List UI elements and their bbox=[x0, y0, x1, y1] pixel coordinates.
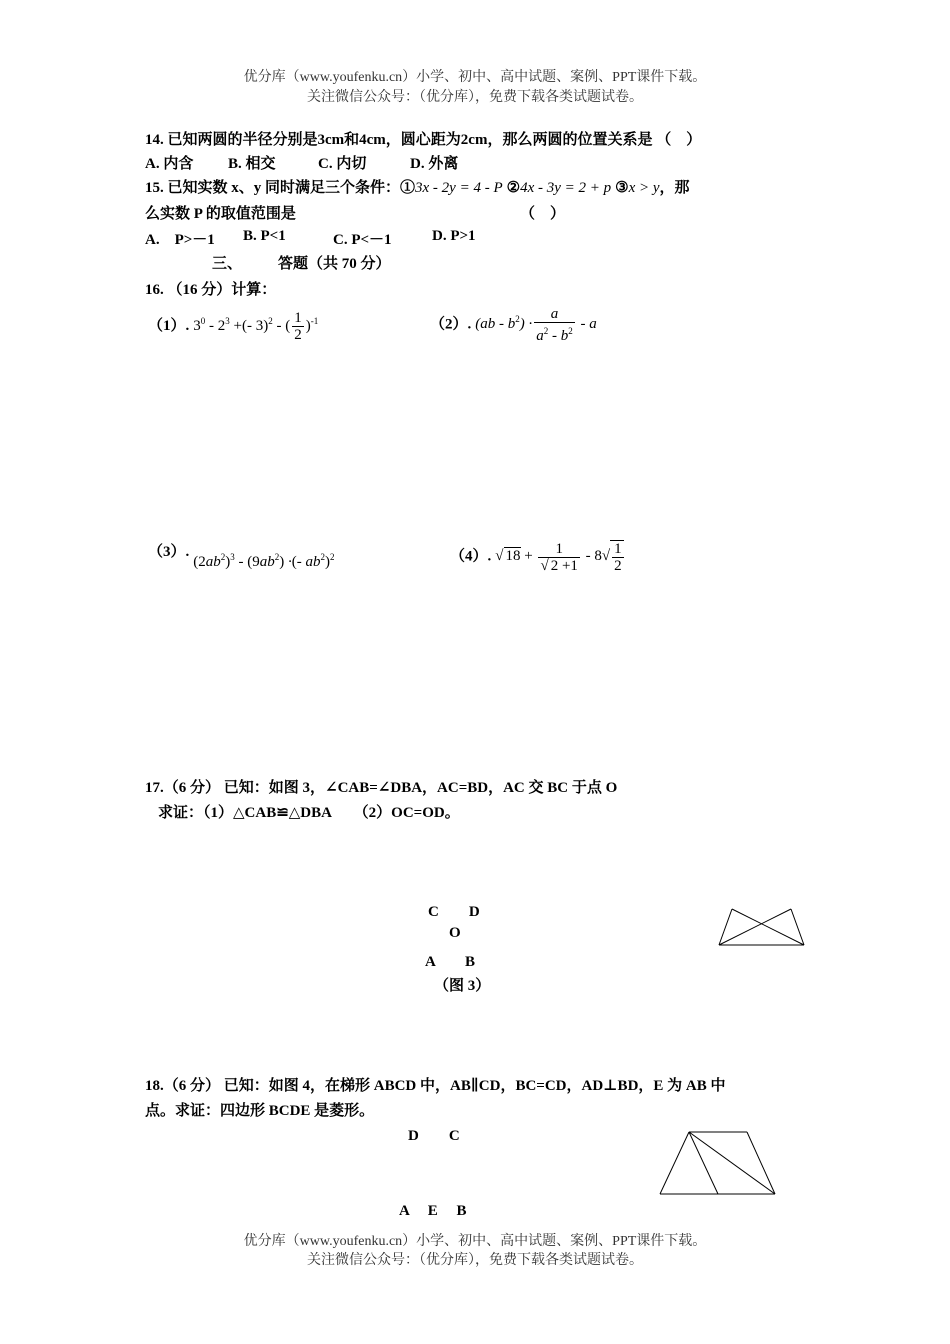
q15-stem-suffix: ，那 bbox=[659, 180, 690, 196]
section-3-title: 答题（共 70 分） bbox=[278, 256, 391, 272]
q15-stem-prefix: 15. 已知实数 x、y 同时满足三个条件：① bbox=[145, 180, 416, 196]
fig4-label-dc: D C bbox=[408, 1128, 460, 1144]
q16-part-4-expression: √ 18 + $\frac{1}{√ 2 +1}$ - 8√ $\frac{1}{2}$ bbox=[495, 540, 622, 574]
fig4-segment-db bbox=[689, 1132, 775, 1194]
q15-line-1 bbox=[145, 176, 690, 197]
q15-option-b: B. P<1 bbox=[243, 228, 286, 244]
q14-stem: 14. 已知两圆的半径分别是3cm和4cm，圆心距为2cm，那么两圆的位置关系是 （ ） bbox=[145, 132, 702, 148]
q16-part-4 bbox=[450, 540, 624, 574]
fig3-label-cd: C D bbox=[428, 904, 480, 920]
q18-line-2: 点。求证：四边形 BCDE 是菱形。 bbox=[145, 1103, 375, 1119]
q14-option-c: C. 内切 bbox=[318, 156, 367, 172]
fig4-label-aeb: A E B bbox=[399, 1203, 467, 1219]
footer-line-2: 关注微信公众号：（优分库），免费下载各类试题试卷。 bbox=[307, 1253, 643, 1268]
q16-part-2 bbox=[430, 306, 597, 344]
figure-3-diagram bbox=[712, 904, 812, 950]
section-3-number: 三、 bbox=[212, 256, 243, 272]
fig3-caption: （图 3） bbox=[434, 978, 491, 994]
q15-answer-bracket: （ ） bbox=[520, 206, 566, 222]
q17-line-1: 17.（6 分） 已知：如图 3，∠CAB=∠DBA，AC=BD，AC 交 BC 于点 O bbox=[145, 780, 618, 796]
fig3-label-ab: A B bbox=[425, 954, 476, 970]
footer-line-1: 优分库（www.youfenku.cn）小学、初中、高中试题、案例、PPT课件下载。 bbox=[243, 1234, 707, 1249]
q18-line-1: 18.（6 分） 已知：如图 4，在梯形 ABCD 中，AB∥CD，BC=CD，AD⊥BD，E 为 AB 中 bbox=[145, 1078, 726, 1094]
q15-condition-2: 4x - 3y = 2 + p bbox=[520, 180, 612, 196]
q16-title: 16. （16 分）计算： bbox=[145, 282, 277, 298]
fig4-segment-ad bbox=[660, 1132, 689, 1194]
fig4-segment-de bbox=[689, 1132, 718, 1194]
q15-condition-1: 3x - 2y = 4 - P bbox=[415, 180, 503, 196]
q15-line-2: 么实数 P 的取值范围是 bbox=[145, 206, 296, 222]
fig4-segment-bc bbox=[747, 1132, 775, 1194]
q15-condition-3-mark: ③ bbox=[615, 180, 629, 196]
q16-part-1-label: （1）. bbox=[148, 317, 190, 334]
q16-part-2-label: （2）. bbox=[430, 316, 472, 333]
q16-part-3-expression: $(2ab^2)^3 - (9ab^2)$ ·(- $ab^2)^2$ bbox=[193, 552, 335, 570]
header-line-1: 优分库（www.youfenku.cn）小学、初中、高中试题、案例、PPT课件下载。 bbox=[243, 70, 707, 85]
header-line-2: 关注微信公众号：（优分库），免费下载各类试题试卷。 bbox=[307, 90, 643, 105]
fig3-label-o: O bbox=[449, 925, 461, 941]
q15-option-d: D. P>1 bbox=[432, 228, 476, 244]
q15-option-c: C. P<－1 bbox=[333, 232, 392, 248]
q17-line-2: 求证：（1）△CAB≌△DBA （2）OC=OD。 bbox=[158, 805, 460, 821]
q16-part-1 bbox=[148, 310, 318, 343]
figure-4-diagram bbox=[655, 1128, 781, 1200]
q15-condition-2-mark: ② bbox=[506, 180, 521, 196]
q14-option-a: A. 内含 bbox=[145, 156, 194, 172]
q14-option-d: D. 外离 bbox=[410, 156, 459, 172]
q15-condition-3: x > y bbox=[628, 180, 660, 196]
q16-part-1-expression: $3^0 - 2^3$ +(- 3)$^2$ - ( $\frac{1}{2}$ )$^{-1}$ bbox=[193, 310, 319, 343]
q16-part-3 bbox=[148, 540, 335, 570]
q16-part-2-expression: $(ab - b^2)$ · $\frac{a}{a^2 - b^2}$ - a bbox=[475, 306, 597, 344]
q15-option-a: A. P>－1 bbox=[145, 232, 215, 248]
q14-option-b: B. 相交 bbox=[228, 156, 276, 172]
q16-part-3-label: （3）. bbox=[148, 544, 190, 560]
q16-part-4-label: （4）. bbox=[450, 548, 492, 565]
